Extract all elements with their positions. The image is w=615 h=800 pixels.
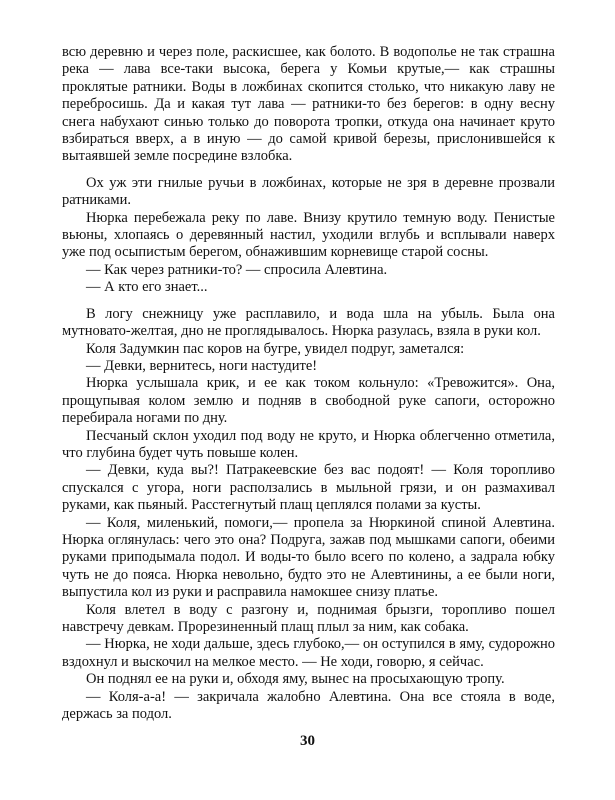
- paragraph: — Коля, миленький, помоги,— пропела за Нюркиной спиной Алевтина. Нюрка оглянулась: чего это она? Подруга, зажав под мышками сапоги, обеими руками приподымала подол. И воды-то было всего по колено, а задрала юбку чуть не до пояса. Нюрка невольно, будто это не Алевтинины, а ее были ноги, выпустила кол из руки и расправила намокшее снизу платье.: [62, 514, 555, 601]
- paragraph: всю деревню и через поле, раскисшее, как болото. В водополье не так страшна река — лава все-таки высока, берега у Комьи крутые,— как страшны проклятые ратники. Воды в ложбинах скопится столько, что никакую лаву не перебросишь. Да и какая тут лава — ратники-то без берегов: в одну весну снега набухают синью только до поворота тропки, откуда она начинает круто взбираться вверх, а в иную — до самой кривой березы, прислонившейся к вытаявшей земле посредине взлобка.: [62, 44, 555, 165]
- paragraph: Ох уж эти гнилые ручьи в ложбинах, которые не зря в деревне прозвали ратниками.: [62, 174, 555, 209]
- paragraph: Нюрка услышала крик, и ее как током кольнуло: «Тревожится». Она, прощупывая колом землю и подняв в свободной руке сапоги, осторожно перебирала ногами по дну.: [62, 375, 555, 427]
- paragraph: Коля влетел в воду с разгону и, поднимая брызги, торопливо пошел навстречу девкам. Прорезиненный плащ плыл за ним, как собака.: [62, 601, 555, 635]
- body-text: [62, 44, 555, 723]
- paragraph: — А кто его знает...: [86, 279, 208, 296]
- paragraph: Нюрка перебежала реку по лаве. Внизу крутило темную воду. Пенистые вьюны, хлопаясь о деревянный настил, уходили вглубь и всплывали наверх уже под осыпистым берегом, обнажившим корневище старой сосны.: [62, 209, 555, 261]
- paragraph: — Девки, вернитесь, ноги настудите!: [86, 357, 318, 374]
- paragraph: Он поднял ее на руки и, обходя яму, вынес на просыхающую тропу.: [86, 671, 505, 688]
- paragraph: Песчаный склон уходил под воду не круто, и Нюрка облегченно отметила, что глубина будет чуть повыше колен.: [62, 427, 555, 461]
- paragraph: — Девки, куда вы?! Патракеевские без вас подоят! — Коля торопливо спускался с угора, ноги расползались в мыльной грязи, и он размахивал руками, как пьяный. Расстегнутый плащ цеплялся полами за кусты.: [62, 462, 555, 514]
- paragraph: В логу снежницу уже расплавило, и вода шла на убыль. Была она мутновато-желтая, дно не проглядывалось. Нюрка разулась, взяла в руки кол.: [62, 305, 555, 340]
- paragraph: — Коля-а-а! — закричала жалобно Алевтина. Она все стояла в воде, держась за подол.: [62, 688, 555, 723]
- paragraph: — Нюрка, не ходи дальше, здесь глубоко,— он оступился в яму, судорожно вздохнул и выскочил на мелкое место. — Не ходи, говорю, я сейчас.: [62, 636, 555, 670]
- paragraph: — Как через ратники-то? — спросила Алевтина.: [86, 261, 388, 278]
- page-number: 30: [300, 733, 315, 749]
- paragraph: Коля Задумкин пас коров на бугре, увидел подруг, заметался:: [86, 340, 465, 357]
